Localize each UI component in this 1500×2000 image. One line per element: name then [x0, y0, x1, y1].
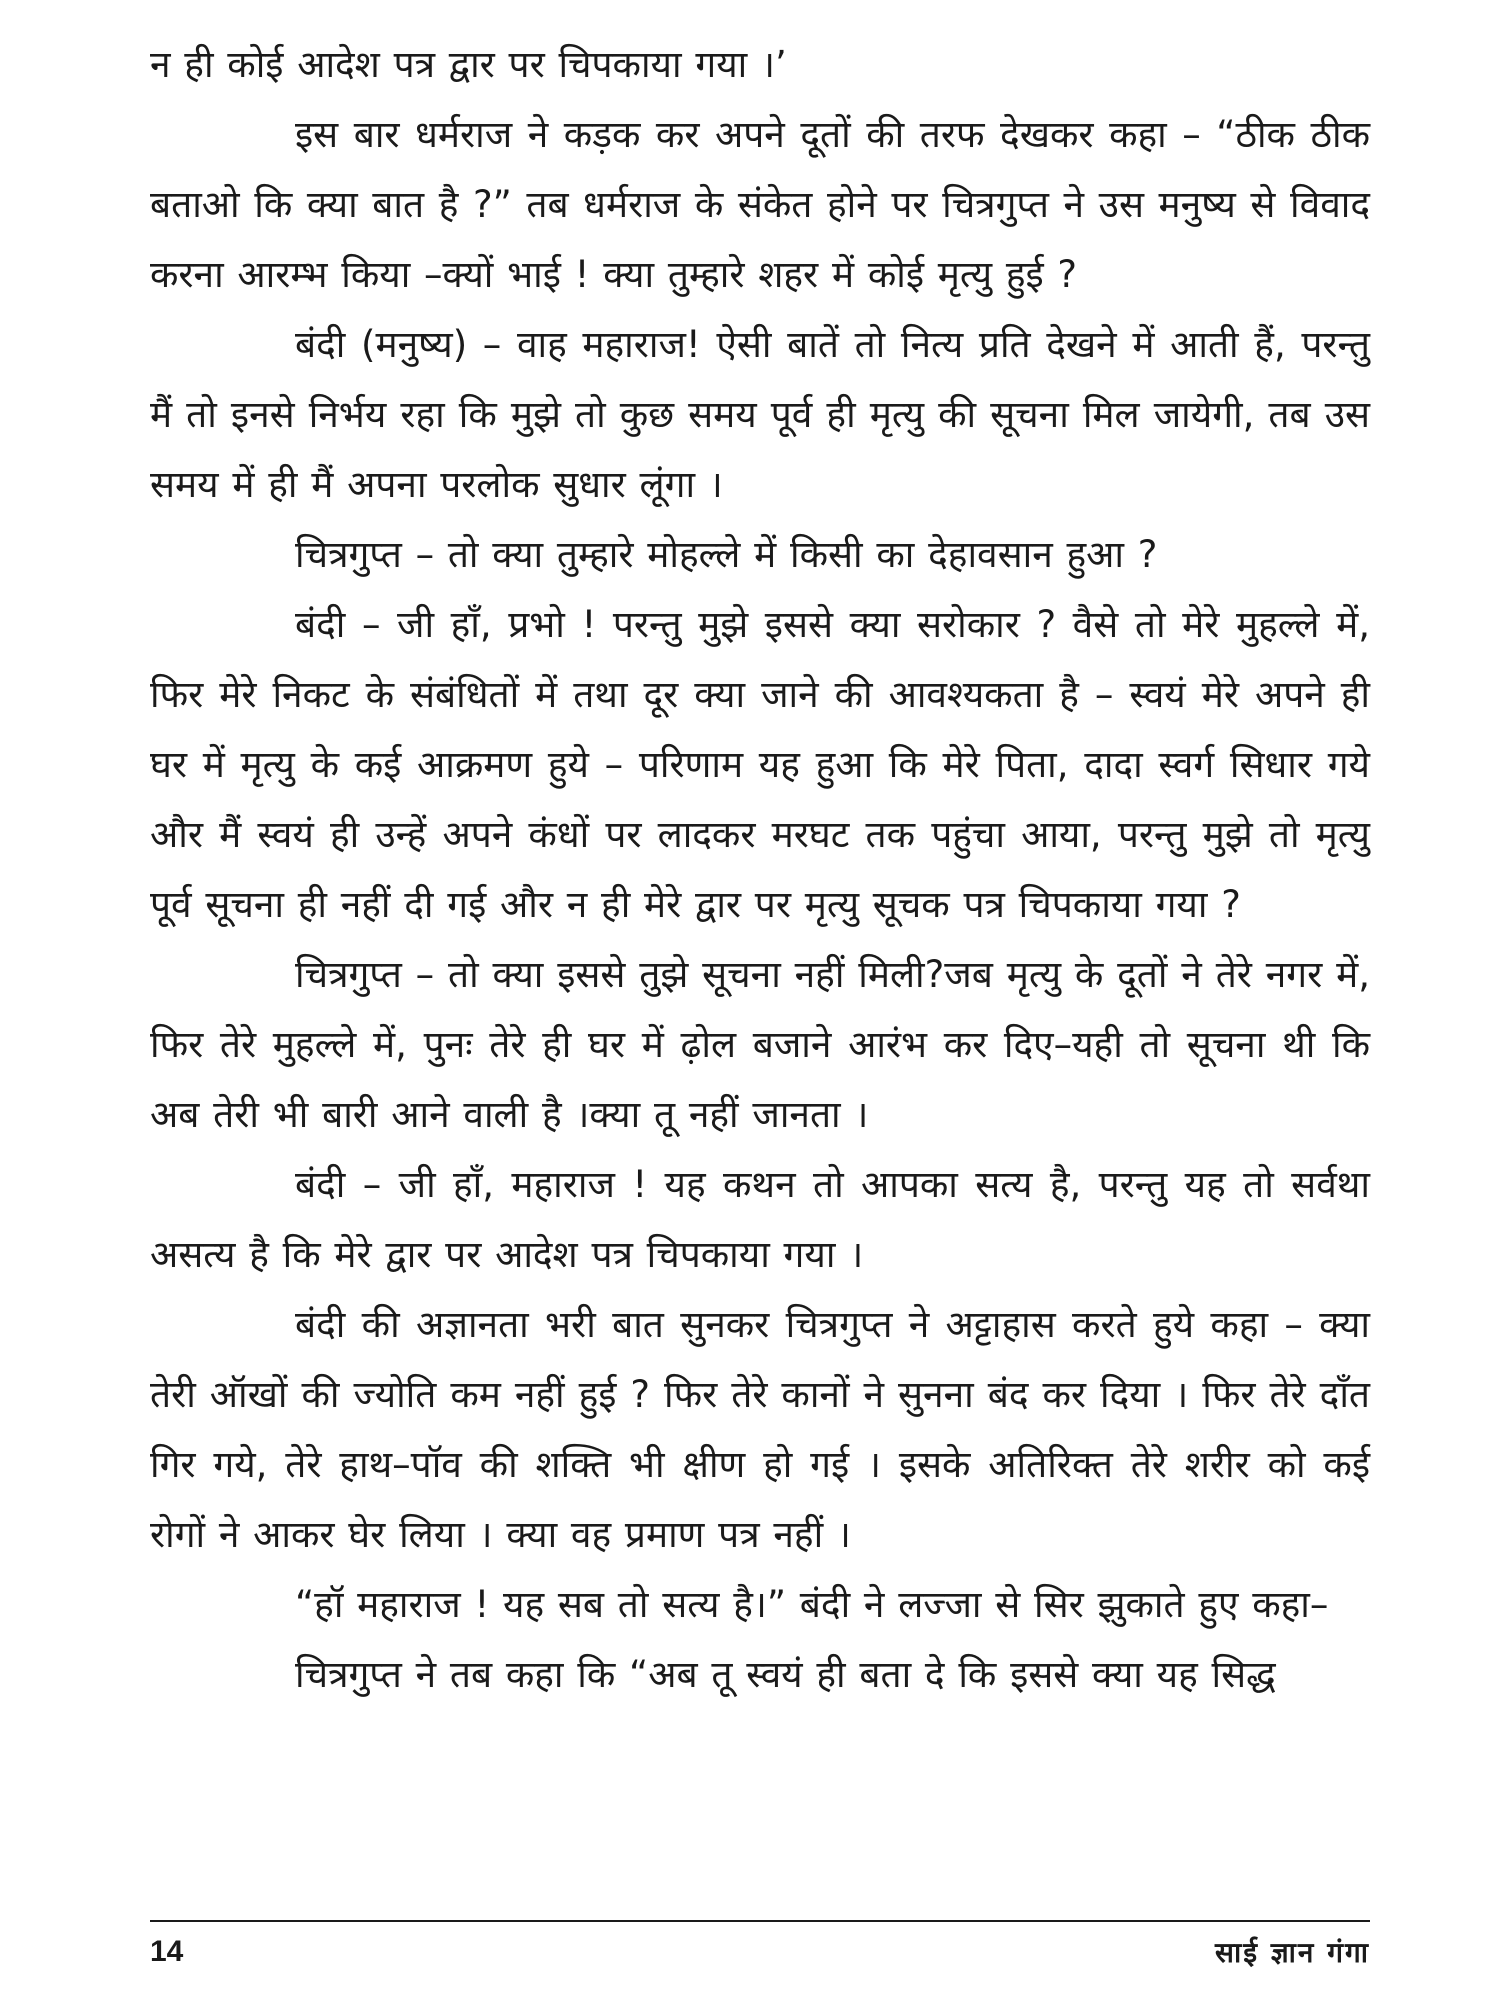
paragraph: “हॉ महाराज ! यह सब तो सत्य है।” बंदी ने लज्जा से सिर झुकाते हुए कहा– [295, 1583, 1329, 1626]
paragraph-continuation: न ही कोई आदेश पत्र द्वार पर चिपकाया गया ।’ [150, 43, 787, 86]
paragraph: चित्रगुप्त ने तब कहा कि “अब तू स्वयं ही बता दे कि इससे क्या यह सिद्ध [295, 1653, 1276, 1696]
paragraph: बंदी (मनुष्य) – वाह महाराज! ऐसी बातें तो नित्य प्रति देखने में आती हैं, परन्तु मैं तो इनसे निर्भय रहा कि मुझे तो कुछ समय पूर्व ही मृत्यु की सूचना मिल जायेगी, तब उस समय में ही मैं अपना परलोक सुधार लूंगा । [150, 323, 1370, 506]
footer-divider [150, 1920, 1370, 1922]
paragraph: बंदी – जी हाँ, प्रभो ! परन्तु मुझे इससे क्या सरोकार ? वैसे तो मेरे मुहल्ले में, फिर मेरे निकट के संबंधितों में तथा दूर क्या जाने की आवश्यकता है – स्वयं मेरे अपने ही घर में मृत्यु के कई आक्रमण हुये – परिणाम यह हुआ कि मेरे पिता, दादा स्वर्ग सिधार गये और मैं स्वयं ही उन्हें अपने कंधों पर लादकर मरघट तक पहुंचा आया, परन्तु मुझे तो मृत्यु पूर्व सूचना ही नहीं दी गई और न ही मेरे द्वार पर मृत्यु सूचक पत्र चिपकाया गया ? [150, 603, 1370, 926]
paragraph: इस बार धर्मराज ने कड़क कर अपने दूतों की तरफ देखकर कहा – “ठीक ठीक बताओ कि क्या बात है ?” तब धर्मराज के संकेत होने पर चित्रगुप्त ने उस मनुष्य से विवाद करना आरम्भ किया –क्यों भाई ! क्या तुम्हारे शहर में कोई मृत्यु हुई ? [150, 113, 1370, 296]
page-number: 14 [150, 1935, 184, 1968]
running-title: साई ज्ञान गंगा [1215, 1936, 1370, 1969]
text-body [150, 30, 1370, 1710]
page-footer [150, 1930, 1370, 1974]
paragraph: चित्रगुप्त – तो क्या इससे तुझे सूचना नहीं मिली?जब मृत्यु के दूतों ने तेरे नगर में, फिर तेरे मुहल्ले में, पुनः तेरे ही घर में ढ़ोल बजाने आरंभ कर दिए–यही तो सूचना थी कि अब तेरी भी बारी आने वाली है ।क्या तू नहीं जानता । [150, 953, 1370, 1136]
paragraph: चित्रगुप्त – तो क्या तुम्हारे मोहल्ले में किसी का देहावसान हुआ ? [295, 533, 1158, 576]
paragraph: बंदी – जी हाँ, महाराज ! यह कथन तो आपका सत्य है, परन्तु यह तो सर्वथा असत्य है कि मेरे द्वार पर आदेश पत्र चिपकाया गया । [150, 1163, 1370, 1276]
document-page [150, 30, 1370, 1970]
paragraph: बंदी की अज्ञानता भरी बात सुनकर चित्रगुप्त ने अट्टाहास करते हुये कहा – क्या तेरी ऑखों की ज्योति कम नहीं हुई ? फिर तेरे कानों ने सुनना बंद कर दिया । फिर तेरे दाँत गिर गये, तेरे हाथ–पॉव की शक्ति भी क्षीण हो गई । इसके अतिरिक्त तेरे शरीर को कई रोगों ने आकर घेर लिया । क्या वह प्रमाण पत्र नहीं । [150, 1303, 1370, 1556]
